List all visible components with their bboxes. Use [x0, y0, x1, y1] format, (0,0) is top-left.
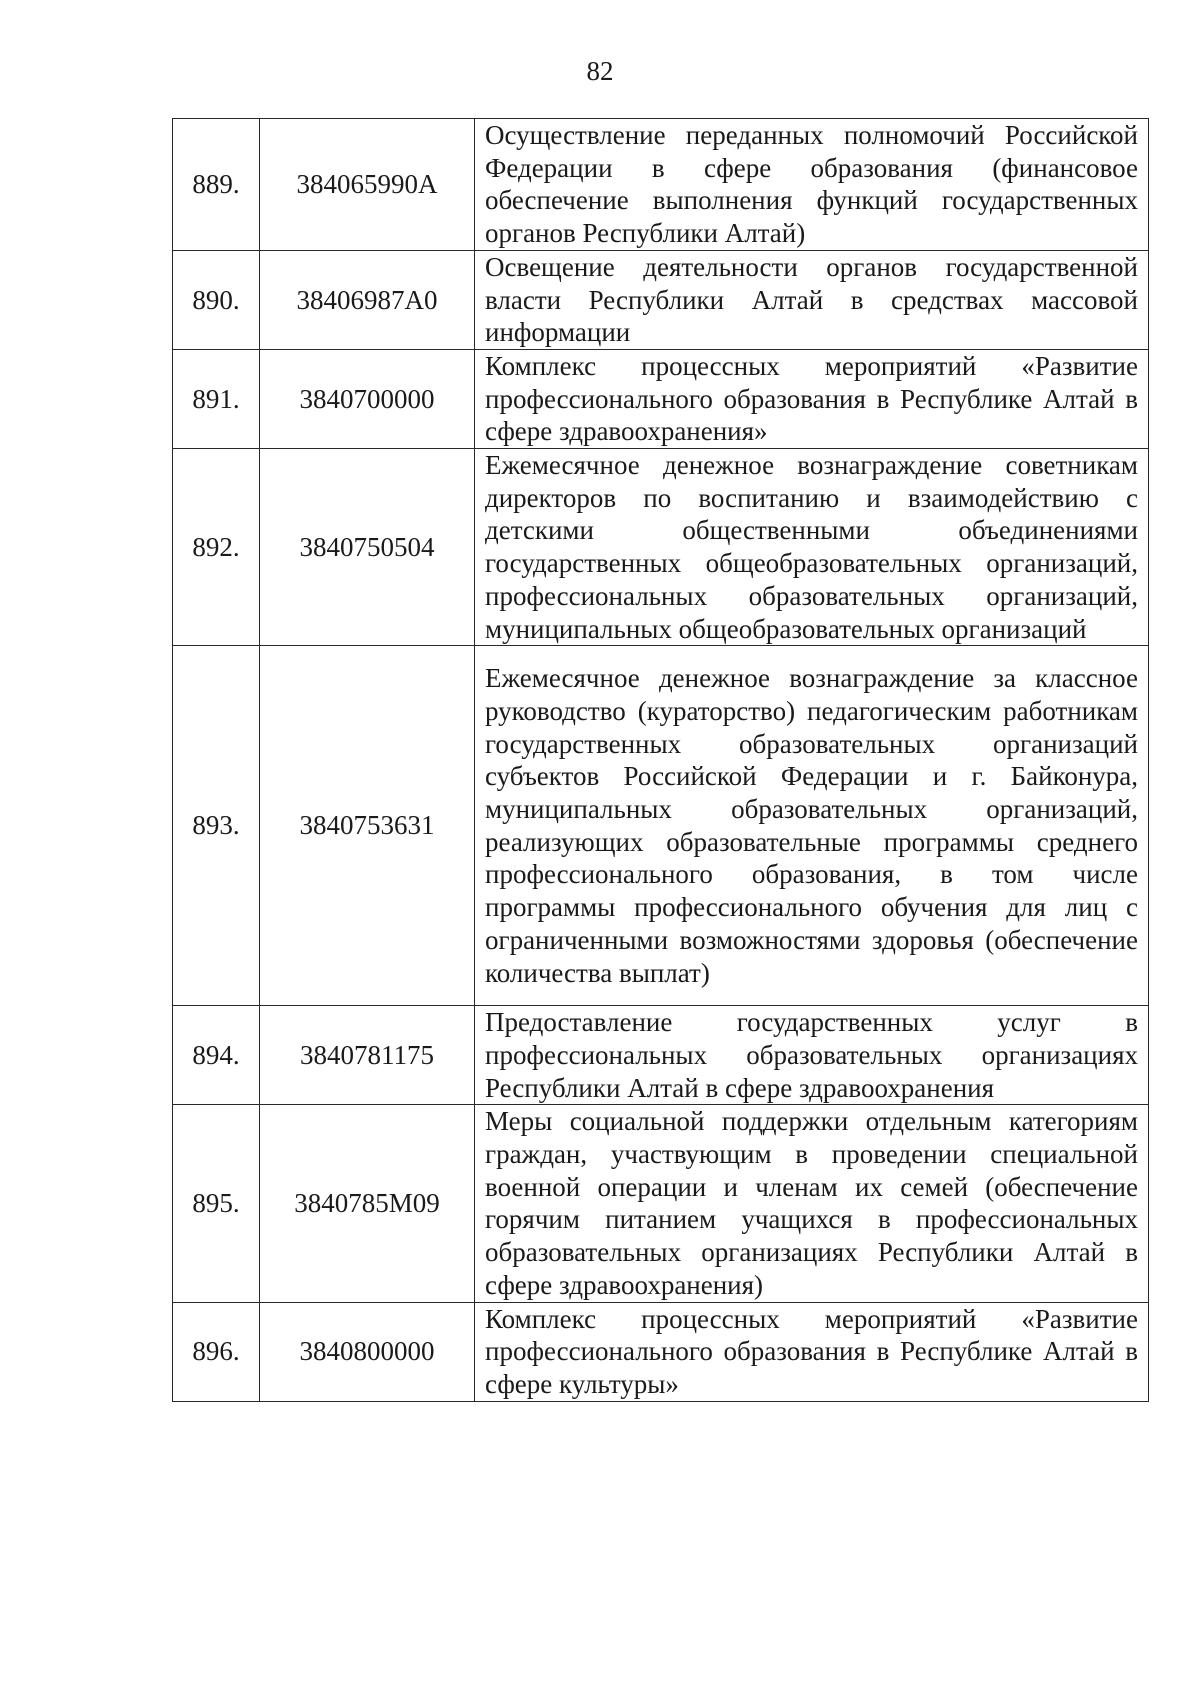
table-row — [173, 1105, 1149, 1302]
row-description: Предоставление государственных услуг в профессиональных образовательных организациях Республики Алтай в сфере здравоохранения — [475, 1006, 1149, 1105]
table-row — [173, 250, 1149, 349]
table-row — [173, 119, 1149, 251]
row-number: 890. — [173, 250, 260, 349]
row-code: 3840785М09 — [260, 1105, 475, 1302]
row-number: 894. — [173, 1006, 260, 1105]
row-code: 3840700000 — [260, 349, 475, 448]
page-number: 82 — [586, 56, 614, 86]
row-description: Осуществление переданных полномочий Российской Федерации в сфере образования (финансовое обеспечение выполнения функций государственных органов Республики Алтай) — [475, 119, 1149, 251]
table-row — [173, 1302, 1149, 1401]
row-number: 889. — [173, 119, 260, 251]
row-number: 896. — [173, 1302, 260, 1401]
row-code: 3840750504 — [260, 449, 475, 646]
row-description: Комплекс процессных мероприятий «Развитие профессионального образования в Республике Алтай в сфере здравоохранения» — [475, 349, 1149, 448]
row-number: 891. — [173, 349, 260, 448]
table-row — [173, 449, 1149, 646]
row-code: 384065990A — [260, 119, 475, 251]
table-row — [173, 1006, 1149, 1105]
row-code: 3840781175 — [260, 1006, 475, 1105]
row-code: 38406987A0 — [260, 250, 475, 349]
table-row — [173, 349, 1149, 448]
row-description: Освещение деятельности органов государственной власти Республики Алтай в средствах массовой информации — [475, 250, 1149, 349]
row-code: 3840753631 — [260, 646, 475, 1006]
table-row — [173, 646, 1149, 1006]
row-number: 895. — [173, 1105, 260, 1302]
row-code: 3840800000 — [260, 1302, 475, 1401]
budget-classification-table — [172, 118, 1149, 1402]
row-description: Комплекс процессных мероприятий «Развитие профессионального образования в Республике Алтай в сфере культуры» — [475, 1302, 1149, 1401]
row-number: 892. — [173, 449, 260, 646]
row-number: 893. — [173, 646, 260, 1006]
row-description: Ежемесячное денежное вознаграждение советникам директоров по воспитанию и взаимодействию с детскими общественными объединениями государственных общеобразовательных организаций, профессиональных образовательных организаций, муниципальных общеобразовательных организаций — [475, 449, 1149, 646]
row-description: Ежемесячное денежное вознаграждение за классное руководство (кураторство) педагогическим работникам государственных образовательных организаций субъектов Российской Федерации и г. Байконура, муниципальных образовательных организаций, реализующих образовательные программы среднего профессионального образования, в том числе программы профессионального обучения для лиц с ограниченными возможностями здоровья (обеспечение количества выплат) — [475, 646, 1149, 1006]
row-description: Меры социальной поддержки отдельным категориям граждан, участвующим в проведении специальной военной операции и членам их семей (обеспечение горячим питанием учащихся в профессиональных образовательных организациях Республики Алтай в сфере здравоохранения) — [475, 1105, 1149, 1302]
